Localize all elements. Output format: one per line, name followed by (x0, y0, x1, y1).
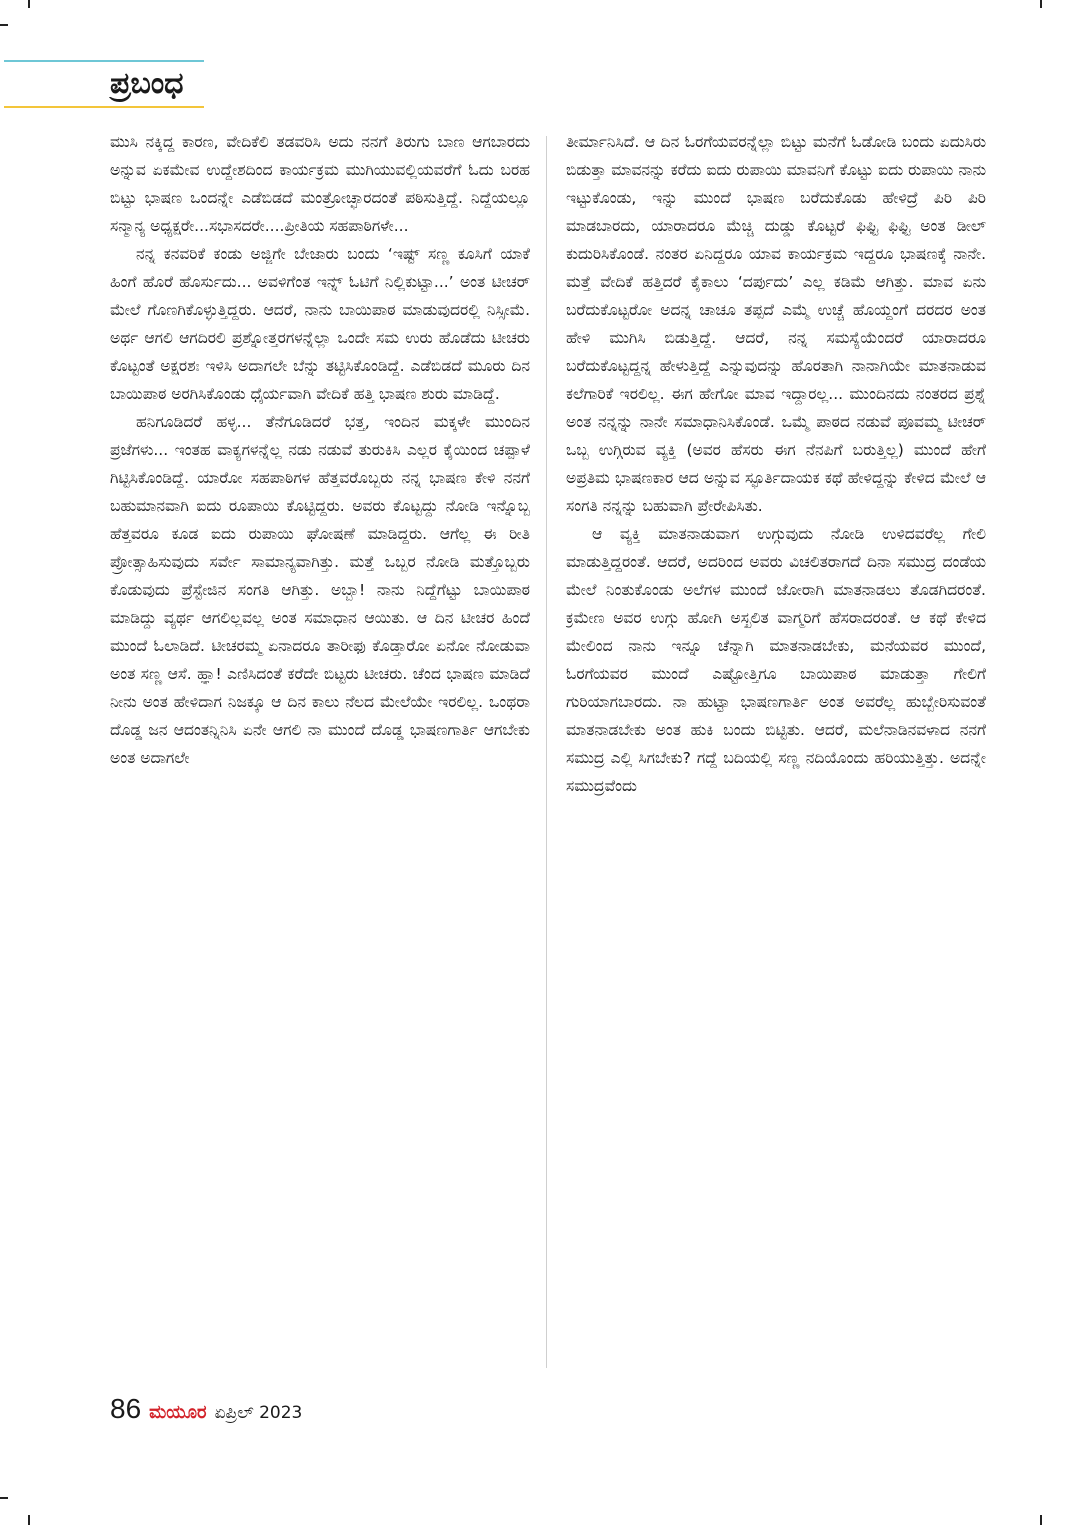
crop-mark-top-left (28, 0, 30, 8)
article-column-right (566, 128, 986, 1378)
crop-mark-bottom-left (28, 1515, 30, 1525)
column-divider (546, 136, 547, 1368)
paragraph: ಆ ವ್ಯಕ್ತಿ ಮಾತನಾಡುವಾಗ ಉಗ್ಗುವುದು ನೋಡಿ ಉಳಿದವರೆಲ್ಲ ಗೇಲಿ ಮಾಡುತ್ತಿದ್ದರಂತೆ. ಆದರೆ, ಅದರಿಂದ ಅವರು ವಿಚಲಿತರಾಗದೆ ದಿನಾ ಸಮುದ್ರ ದಂಡೆಯ ಮೇಲೆ ನಿಂತುಕೊಂಡು ಅಲೆಗಳ ಮುಂದೆ ಜೋರಾಗಿ ಮಾತನಾಡಲು ತೊಡಗಿದರಂತೆ. ಕ್ರಮೇಣ ಅವರ ಉಗ್ಗು ಹೋಗಿ ಅಸ್ಖಲಿತ ವಾಗ್ಮರಿಗೆ ಹೆಸರಾದರಂತೆ. ಆ ಕಥೆ ಕೇಳಿದ ಮೇಲಿಂದ ನಾನು ಇನ್ನೂ ಚೆನ್ನಾಗಿ ಮಾತನಾಡಬೇಕು, ಮನೆಯವರ ಮುಂದೆ, ಓರಗೆಯವರ ಮುಂದೆ ಎಷ್ಟೋತ್ತಿಗೂ ಬಾಯಿಪಾಠ ಮಾಡುತ್ತಾ ಗೇಲಿಗೆ ಗುರಿಯಾಗಬಾರದು. ನಾ ಹುಟ್ಟಾ ಭಾಷಣಗಾರ್ತಿ ಅಂತ ಅವರೆಲ್ಲ ಹುಬ್ಬೇರಿಸುವಂತೆ ಮಾತನಾಡಬೇಕು ಅಂತ ಹುಕಿ ಬಂದು ಬಿಟ್ಟಿತು. ಆದರೆ, ಮಲೆನಾಡಿನವಳಾದ ನನಗೆ ಸಮುದ್ರ ಎಲ್ಲಿ ಸಿಗಬೇಕು? ಗದ್ದೆ ಬದಿಯಲ್ಲಿ ಸಣ್ಣ ನದಿಯೊಂದು ಹರಿಯುತ್ತಿತ್ತು. ಅದನ್ನೇ ಸಮುದ್ರವೆಂದು (566, 525, 986, 795)
section-title: ಪ್ರಬಂಧ (110, 66, 184, 101)
paragraph: ತೀರ್ಮಾನಿಸಿದೆ. ಆ ದಿನ ಓರಗೆಯವರನ್ನೆಲ್ಲಾ ಬಿಟ್ಟು ಮನೆಗೆ ಓಡೋಡಿ ಬಂದು ಏದುಸಿರು ಬಿಡುತ್ತಾ ಮಾವನನ್ನು ಕರೆದು ಐದು ರುಪಾಯಿ ಮಾವನಿಗೆ ಕೊಟ್ಟು ಐದು ರುಪಾಯಿ ನಾನು ಇಟ್ಟುಕೊಂಡು, ಇನ್ನು ಮುಂದೆ ಭಾಷಣ ಬರೆದುಕೊಡು ಹೇಳಿದ್ರೆ ಪಿರಿ ಪಿರಿ ಮಾಡಬಾರದು, ಯಾರಾದರೂ ಮೆಚ್ಚಿ ದುಡ್ಡು ಕೊಟ್ಟರೆ ಫಿಫ್ಟಿ ಫಿಫ್ಟಿ ಅಂತ ಡೀಲ್ ಕುದುರಿಸಿಕೊಂಡೆ. ನಂತರ ಏನಿದ್ದರೂ ಯಾವ ಕಾರ್ಯಕ್ರಮ ಇದ್ದರೂ ಭಾಷಣಕ್ಕೆ ನಾನೇ. ಮತ್ತೆ ವೇದಿಕೆ ಹತ್ತಿದರೆ ಕೈಕಾಲು ‘ದರ್ಪುದು’ ಎಲ್ಲ ಕಡಿಮೆ ಆಗಿತ್ತು. ಮಾವ ಏನು ಬರೆದುಕೊಟ್ಟರೋ ಅದನ್ನ ಚಾಚೂ ತಪ್ಪದೆ ಎಮ್ಮೆ ಉಚ್ಚೆ ಹೊಯ್ದಂಗೆ ದರದರ ಅಂತ ಹೇಳಿ ಮುಗಿಸಿ ಬಿಡುತ್ತಿದ್ದೆ. ಆದರೆ, ನನ್ನ ಸಮಸ್ಯೆಯೆಂದರೆ ಯಾರಾದರೂ ಬರೆದುಕೊಟ್ಟದ್ದನ್ನ ಹೇಳುತ್ತಿದ್ದೆ ಎನ್ನುವುದನ್ನು ಹೊರತಾಗಿ ನಾನಾಗಿಯೇ ಮಾತನಾಡುವ ಕಲೆಗಾರಿಕೆ ಇರಲಿಲ್ಲ. ಈಗ ಹೇಗೋ ಮಾವ ಇದ್ದಾರಲ್ಲ... ಮುಂದಿನದು ನಂತರದ ಪ್ರಶ್ನೆ ಅಂತ ನನ್ನನ್ನು ನಾನೇ ಸಮಾಧಾನಿಸಿಕೊಂಡೆ. ಒಮ್ಮೆ ಪಾಠದ ನಡುವೆ ಪೂವಮ್ಮ ಟೀಚರ್ ಒಬ್ಬ ಉಗ್ಗಿರುವ ವ್ಯಕ್ತಿ (ಅವರ ಹೆಸರು ಈಗ ನೆನಪಿಗೆ ಬರುತ್ತಿಲ್ಲ) ಮುಂದೆ ಹೇಗೆ ಅಪ್ರತಿಮ ಭಾಷಣಕಾರ ಆದ ಅನ್ನುವ ಸ್ಫೂರ್ತಿದಾಯಕ ಕಥೆ ಹೇಳಿದ್ದನ್ನು ಕೇಳಿದ ಮೇಲೆ ಆ ಸಂಗತಿ ನನ್ನನ್ನು ಬಹುವಾಗಿ ಪ್ರೇರೇಪಿಸಿತು. (566, 133, 986, 515)
crop-mark-left-top (0, 24, 8, 26)
crop-mark-top-right (1040, 0, 1042, 8)
issue-date: ಏಪ್ರಿಲ್ 2023 (214, 1403, 303, 1423)
header-accent-line-top (4, 60, 204, 62)
magazine-name: ಮಯೂರ (149, 1402, 207, 1423)
crop-mark-bottom-right (1040, 1515, 1042, 1525)
page-number: 86 (110, 1393, 142, 1424)
paragraph: ಮುಸಿ ನಕ್ಕಿದ್ದ ಕಾರಣ, ವೇದಿಕೆಲಿ ತಡವರಿಸಿ ಅದು ನನಗೆ ತಿರುಗು ಬಾಣ ಆಗಬಾರದು ಅನ್ನುವ ಏಕಮೇವ ಉದ್ದೇಶದಿಂದ ಕಾರ್ಯಕ್ರಮ ಮುಗಿಯುವಲ್ಲಿಯವರೆಗೆ ಓದು ಬರಹ ಬಿಟ್ಟು ಭಾಷಣ ಒಂದನ್ನೇ ಎಡೆಬಿಡದೆ ಮಂತ್ರೋಚ್ಛಾರದಂತೆ ಪಠಿಸುತ್ತಿದ್ದೆ. ನಿದ್ದೆಯಲ್ಲೂ ಸನ್ಮಾನ್ಯ ಅಧ್ಯಕ್ಷರೇ...ಸಭಾಸದರೇ....ಪ್ರೀತಿಯ ಸಹಪಾಠಿಗಳೇ... (110, 133, 530, 235)
header-accent-line-bottom (4, 106, 204, 108)
crop-mark-left-bottom (0, 1497, 8, 1499)
page-footer (110, 1393, 302, 1427)
paragraph: ಹನಿಗೂಡಿದರೆ ಹಳ್ಳ... ತೆನೆಗೂಡಿದರೆ ಭತ್ತ, ಇಂದಿನ ಮಕ್ಕಳೇ ಮುಂದಿನ ಪ್ರಜೆಗಳು... ಇಂತಹ ವಾಕ್ಯಗಳನ್ನೆಲ್ಲ ನಡು ನಡುವೆ ತುರುಕಿಸಿ ಎಲ್ಲರ ಕೈಯಿಂದ ಚಪ್ಪಾಳೆ ಗಿಟ್ಟಿಸಿಕೊಂಡಿದ್ದೆ. ಯಾರೋ ಸಹಪಾಠಿಗಳ ಹೆತ್ತವರೊಬ್ಬರು ನನ್ನ ಭಾಷಣ ಕೇಳಿ ನನಗೆ ಬಹುಮಾನವಾಗಿ ಐದು ರೂಪಾಯಿ ಕೊಟ್ಟಿದ್ದರು. ಅವರು ಕೊಟ್ಟದ್ದು ನೋಡಿ ಇನ್ನೊಬ್ಬ ಹೆತ್ತವರೂ ಕೂಡ ಐದು ರುಪಾಯಿ ಘೋಷಣೆ ಮಾಡಿದ್ದರು. ಆಗೆಲ್ಲ ಈ ರೀತಿ ಪ್ರೋತ್ಸಾಹಿಸುವುದು ಸರ್ವೇ ಸಾಮಾನ್ಯವಾಗಿತ್ತು. ಮತ್ತೆ ಒಬ್ಬರ ನೋಡಿ ಮತ್ತೊಬ್ಬರು ಕೊಡುವುದು ಪ್ರೆಸ್ಟೇಜಿನ ಸಂಗತಿ ಆಗಿತ್ತು. ಅಬ್ಬಾ! ನಾನು ನಿದ್ದೆಗೆಟ್ಟು ಬಾಯಿಪಾಠ ಮಾಡಿದ್ದು ವ್ಯರ್ಥ ಆಗಲಿಲ್ಲವಲ್ಲ ಅಂತ ಸಮಾಧಾನ ಆಯಿತು. ಆ ದಿನ ಟೀಚರ ಹಿಂದೆ ಮುಂದೆ ಓಲಾಡಿದೆ. ಟೀಚರಮ್ಮ ಏನಾದರೂ ತಾರೀಫು ಕೊಡ್ತಾರೋ ಏನೋ ನೋಡುವಾ ಅಂತ ಸಣ್ಣ ಆಸೆ. ಹ್ಞಾ! ಎಣಿಸಿದಂತೆ ಕರೆದೇ ಬಿಟ್ಟರು ಟೀಚರು. ಚೆಂದ ಭಾಷಣ ಮಾಡಿದೆ ನೀನು ಅಂತ ಹೇಳಿದಾಗ ನಿಜಕ್ಕೂ ಆ ದಿನ ಕಾಲು ನೆಲದ ಮೇಲೆಯೇ ಇರಲಿಲ್ಲ. ಒಂಥರಾ ದೊಡ್ಡ ಜನ ಆದಂತನ್ನಿನಿಸಿ ಏನೇ ಆಗಲಿ ನಾ ಮುಂದೆ ದೊಡ್ಡ ಭಾಷಣಗಾರ್ತಿ ಆಗಬೇಕು ಅಂತ ಅದಾಗಲೇ (110, 413, 530, 767)
article-column-left (110, 128, 530, 1378)
paragraph: ನನ್ನ ಕನವರಿಕೆ ಕಂಡು ಅಜ್ಜಿಗೇ ಬೇಜಾರು ಬಂದು ‘ಇಷ್ಟ್ ಸಣ್ಣ ಕೂಸಿಗೆ ಯಾಕೆ ಹಿಂಗೆ ಹೊರೆ ಹೊರ್ಸುದು... ಅವಳಿಗೆಂತ ಇನ್ನ್ ಓಟಿಗೆ ನಿಲ್ಲಿಕುಟ್ಟಾ...’ ಅಂತ ಟೀಚರ್ ಮೇಲೆ ಗೊಣಗಿಕೊಳ್ಳುತ್ತಿದ್ದರು. ಆದರೆ, ನಾನು ಬಾಯಿಪಾಠ ಮಾಡುವುದರಲ್ಲಿ ನಿಸ್ಸೀಮೆ. ಅರ್ಥ ಆಗಲಿ ಆಗದಿರಲಿ ಪ್ರಶ್ನೋತ್ತರಗಳನ್ನೆಲ್ಲಾ ಒಂದೇ ಸಮ ಉರು ಹೊಡೆದು ಟೀಚರು ಕೊಟ್ಟಂತೆ ಅಕ್ಷರಶಃ ಇಳಿಸಿ ಅದಾಗಲೇ ಬೆನ್ನು ತಟ್ಟಿಸಿಕೊಂಡಿದ್ದೆ. ಎಡೆಬಿಡದೆ ಮೂರು ದಿನ ಬಾಯಿಪಾಠ ಅರಗಿಸಿಕೊಂಡು ಧೈರ್ಯವಾಗಿ ವೇದಿಕೆ ಹತ್ತಿ ಭಾಷಣ ಶುರು ಮಾಡಿದ್ದೆ. (110, 245, 530, 403)
